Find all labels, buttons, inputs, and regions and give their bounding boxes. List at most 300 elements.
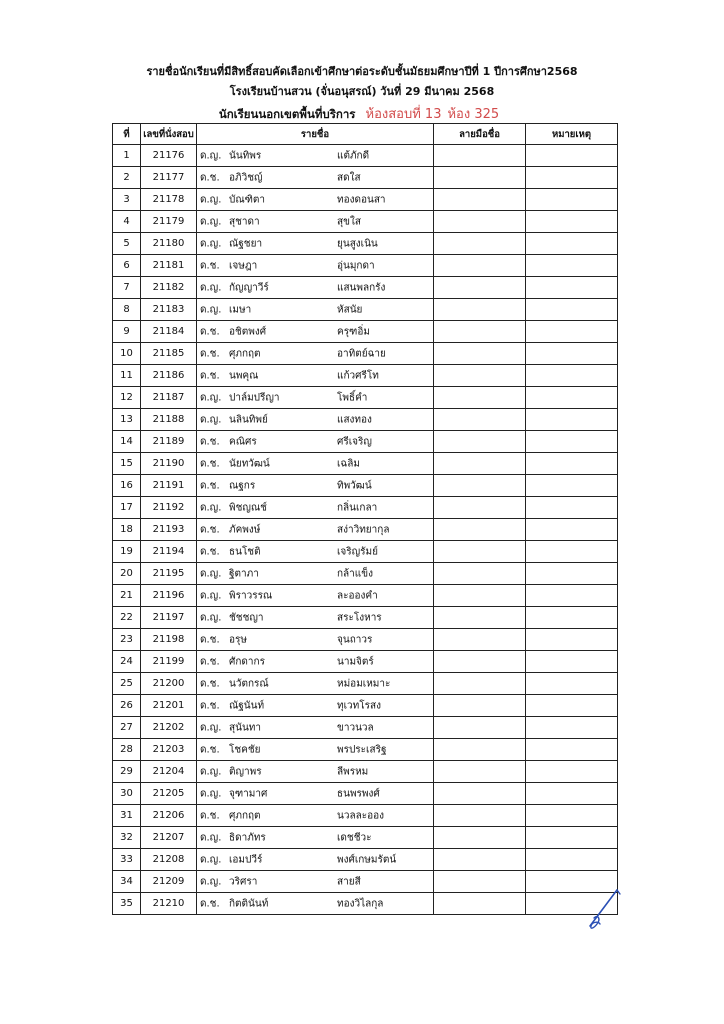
row-number: 30: [113, 783, 141, 805]
row-number: 28: [113, 739, 141, 761]
student-name: [197, 343, 434, 365]
row-number: 8: [113, 299, 141, 321]
student-name: [197, 277, 434, 299]
column-header-seat: เลขที่นั่งสอบ: [141, 124, 197, 145]
student-name: [197, 695, 434, 717]
signature-cell: [434, 255, 526, 277]
seat-number: 21208: [141, 849, 197, 871]
seat-number: 21178: [141, 189, 197, 211]
row-number: 16: [113, 475, 141, 497]
student-name: [197, 189, 434, 211]
name-title: ด.ช.: [200, 370, 220, 381]
signature-cell: [434, 189, 526, 211]
table-row: [113, 563, 618, 585]
seat-number: 21190: [141, 453, 197, 475]
first-name: สุนันทา: [229, 722, 261, 733]
row-number: 34: [113, 871, 141, 893]
last-name: กลิ่นเกลา: [337, 502, 378, 513]
seat-number: 21197: [141, 607, 197, 629]
document-title: รายชื่อนักเรียนที่มีสิทธิ์สอบคัดเลือกเข้าศึกษาต่อระดับชั้นมัธยมศึกษาปีที่ 1 ปีการศึกษา2568: [146, 65, 578, 78]
table-row: [113, 673, 618, 695]
remarks-cell: [526, 277, 618, 299]
table-row: [113, 761, 618, 783]
signature-cell: [434, 343, 526, 365]
table-row: [113, 277, 618, 299]
last-name: แต้ภักดี: [337, 150, 370, 161]
remarks-cell: [526, 717, 618, 739]
remarks-cell: [526, 805, 618, 827]
name-title: ด.ช.: [200, 700, 220, 711]
remarks-cell: [526, 695, 618, 717]
signature-cell: [434, 739, 526, 761]
remarks-cell: [526, 453, 618, 475]
name-title: ด.ญ.: [200, 722, 222, 733]
last-name: โพธิ์คำ: [337, 392, 368, 403]
last-name: อุ่นมุกดา: [337, 260, 375, 271]
first-name: วริศรา: [229, 876, 258, 887]
table-row: [113, 453, 618, 475]
signature-cell: [434, 475, 526, 497]
table-row: [113, 343, 618, 365]
seat-number: 21198: [141, 629, 197, 651]
remarks-cell: [526, 519, 618, 541]
row-number: 23: [113, 629, 141, 651]
last-name: จุนถาวร: [337, 634, 373, 645]
column-header-remarks: หมายเหตุ: [526, 124, 618, 145]
last-name: แสนพลกรัง: [337, 282, 386, 293]
student-roster-table: [112, 123, 618, 915]
signature-cell: [434, 453, 526, 475]
last-name: หม่อมเหมาะ: [337, 678, 391, 689]
student-name: [197, 739, 434, 761]
row-number: 7: [113, 277, 141, 299]
signature-cell: [434, 365, 526, 387]
student-name: [197, 761, 434, 783]
table-row: [113, 519, 618, 541]
row-number: 15: [113, 453, 141, 475]
name-title: ด.ญ.: [200, 590, 222, 601]
signature-cell: [434, 519, 526, 541]
remarks-cell: [526, 189, 618, 211]
row-number: 11: [113, 365, 141, 387]
last-name: ทิพวัฒน์: [337, 480, 372, 491]
row-number: 21: [113, 585, 141, 607]
seat-number: 21202: [141, 717, 197, 739]
last-name: ยุนสูงเนิน: [337, 238, 378, 249]
last-name: ครุฑอิ่ม: [337, 326, 370, 337]
column-header-no: ที่: [113, 124, 141, 145]
last-name: ลีพรหม: [337, 766, 369, 777]
last-name: นวลละออง: [337, 810, 384, 821]
row-number: 10: [113, 343, 141, 365]
signature-cell: [434, 387, 526, 409]
signature-cell: [434, 563, 526, 585]
name-title: ด.ญ.: [200, 788, 222, 799]
row-number: 18: [113, 519, 141, 541]
last-name: ธนพรพงศ์: [337, 788, 380, 799]
last-name: เดชชีวะ: [337, 832, 372, 843]
name-title: ด.ญ.: [200, 414, 222, 425]
student-name: [197, 387, 434, 409]
student-name: [197, 299, 434, 321]
column-header-name: รายชื่อ: [197, 124, 434, 145]
last-name: นามจิตร์: [337, 656, 374, 667]
row-number: 14: [113, 431, 141, 453]
signature-cell: [434, 321, 526, 343]
signature-cell: [434, 695, 526, 717]
signature-cell: [434, 431, 526, 453]
name-title: ด.ญ.: [200, 216, 222, 227]
student-name: [197, 519, 434, 541]
first-name: นวัตกรณ์: [229, 678, 269, 689]
row-number: 6: [113, 255, 141, 277]
table-row: [113, 585, 618, 607]
table-row: [113, 651, 618, 673]
name-title: ด.ญ.: [200, 392, 222, 403]
table-row: [113, 717, 618, 739]
seat-number: 21203: [141, 739, 197, 761]
first-name: นันทิพร: [229, 150, 262, 161]
table-row: [113, 409, 618, 431]
row-number: 35: [113, 893, 141, 915]
name-title: ด.ญ.: [200, 502, 222, 513]
seat-number: 21179: [141, 211, 197, 233]
first-name: สุชาดา: [229, 216, 260, 227]
student-name: [197, 585, 434, 607]
row-number: 9: [113, 321, 141, 343]
row-number: 27: [113, 717, 141, 739]
signature-cell: [434, 167, 526, 189]
first-name: ณฐกร: [229, 480, 256, 491]
signature-cell: [434, 585, 526, 607]
signature-cell: [434, 805, 526, 827]
signature-cell: [434, 871, 526, 893]
seat-number: 21187: [141, 387, 197, 409]
signature-cell: [434, 783, 526, 805]
signature-cell: [434, 717, 526, 739]
remarks-cell: [526, 255, 618, 277]
last-name: หัสนัย: [337, 304, 363, 315]
first-name: เมษา: [229, 304, 252, 315]
remarks-cell: [526, 563, 618, 585]
seat-number: 21191: [141, 475, 197, 497]
remarks-cell: [526, 387, 618, 409]
seat-number: 21201: [141, 695, 197, 717]
remarks-cell: [526, 497, 618, 519]
row-number: 29: [113, 761, 141, 783]
first-name: ศุภกฤต: [229, 810, 261, 821]
row-number: 17: [113, 497, 141, 519]
last-name: แก้วศรีโท: [337, 370, 379, 381]
seat-number: 21189: [141, 431, 197, 453]
name-title: ด.ญ.: [200, 282, 222, 293]
table-row: [113, 167, 618, 189]
last-name: แสงทอง: [337, 414, 372, 425]
row-number: 3: [113, 189, 141, 211]
table-row: [113, 541, 618, 563]
student-name: [197, 629, 434, 651]
student-name: [197, 871, 434, 893]
student-group-label: นักเรียนนอกเขตพื้นที่บริการ: [218, 107, 356, 121]
remarks-cell: [526, 783, 618, 805]
column-header-signature: ลายมือชื่อ: [434, 124, 526, 145]
signature-cell: [434, 497, 526, 519]
student-name: [197, 409, 434, 431]
name-title: ด.ช.: [200, 458, 220, 469]
last-name: ละอองคำ: [337, 590, 378, 601]
table-row: [113, 299, 618, 321]
seat-number: 21209: [141, 871, 197, 893]
table-row: [113, 321, 618, 343]
name-title: ด.ช.: [200, 480, 220, 491]
first-name: นัยทวัฒน์: [229, 458, 270, 469]
student-name: [197, 167, 434, 189]
last-name: ทองวิไลกุล: [337, 898, 384, 909]
first-name: ภัคพงษ์: [229, 524, 261, 535]
table-row: [113, 827, 618, 849]
last-name: ทุเวทโรสง: [337, 700, 381, 711]
table-row: [113, 145, 618, 167]
seat-number: 21205: [141, 783, 197, 805]
signature-cell: [434, 541, 526, 563]
remarks-cell: [526, 651, 618, 673]
name-title: ด.ช.: [200, 260, 220, 271]
table-row: [113, 255, 618, 277]
seat-number: 21186: [141, 365, 197, 387]
name-title: ด.ช.: [200, 656, 220, 667]
signature-cell: [434, 277, 526, 299]
student-name: [197, 717, 434, 739]
seat-number: 21184: [141, 321, 197, 343]
name-title: ด.ญ.: [200, 854, 222, 865]
remarks-cell: [526, 761, 618, 783]
last-name: สง่าวิทยากุล: [337, 524, 390, 535]
table-row: [113, 233, 618, 255]
first-name: พิราวรรณ: [229, 590, 273, 601]
first-name: ฐิตาภา: [229, 568, 259, 579]
first-name: ติญาพร: [229, 766, 262, 777]
student-name: [197, 783, 434, 805]
name-title: ด.ญ.: [200, 238, 222, 249]
student-name: [197, 893, 434, 915]
signature-cell: [434, 629, 526, 651]
first-name: ณัฐนันท์: [229, 700, 265, 711]
name-title: ด.ช.: [200, 524, 220, 535]
table-header-row: [113, 124, 618, 145]
table-row: [113, 365, 618, 387]
first-name: ปาล์มปรีญา: [229, 392, 280, 403]
row-number: 31: [113, 805, 141, 827]
table-row: [113, 497, 618, 519]
seat-number: 21183: [141, 299, 197, 321]
student-name: [197, 805, 434, 827]
row-number: 25: [113, 673, 141, 695]
student-name: [197, 211, 434, 233]
row-number: 32: [113, 827, 141, 849]
table-row: [113, 871, 618, 893]
last-name: สดใส: [337, 172, 361, 183]
row-number: 4: [113, 211, 141, 233]
seat-number: 21199: [141, 651, 197, 673]
seat-number: 21200: [141, 673, 197, 695]
signature-cell: [434, 651, 526, 673]
seat-number: 21192: [141, 497, 197, 519]
name-title: ด.ช.: [200, 634, 220, 645]
seat-number: 21180: [141, 233, 197, 255]
first-name: นพคุณ: [229, 370, 259, 381]
student-name: [197, 849, 434, 871]
student-group-line: [0, 103, 724, 124]
name-title: ด.ช.: [200, 348, 220, 359]
last-name: พรประเสริฐ: [337, 744, 387, 755]
student-name: [197, 475, 434, 497]
remarks-cell: [526, 607, 618, 629]
signature-cell: [434, 849, 526, 871]
first-name: อรุษ: [229, 634, 247, 645]
table-row: [113, 695, 618, 717]
seat-number: 21185: [141, 343, 197, 365]
signature-cell: [434, 409, 526, 431]
remarks-cell: [526, 409, 618, 431]
last-name: อาทิตย์ฉาย: [337, 348, 386, 359]
row-number: 5: [113, 233, 141, 255]
seat-number: 21210: [141, 893, 197, 915]
seat-number: 21193: [141, 519, 197, 541]
name-title: ด.ช.: [200, 744, 220, 755]
first-name: ธิดาภัทร: [229, 832, 266, 843]
signature-cell: [434, 211, 526, 233]
table-row: [113, 607, 618, 629]
row-number: 2: [113, 167, 141, 189]
seat-number: 21194: [141, 541, 197, 563]
student-name: [197, 497, 434, 519]
name-title: ด.ญ.: [200, 832, 222, 843]
remarks-cell: [526, 145, 618, 167]
first-name: ศักดากร: [229, 656, 265, 667]
table-row: [113, 189, 618, 211]
seat-number: 21206: [141, 805, 197, 827]
handwritten-signature: [584, 888, 624, 934]
room-info: [366, 107, 506, 122]
exam-room-label: ห้องสอบที่ 13: [365, 107, 442, 122]
name-title: ด.ช.: [200, 810, 220, 821]
first-name: พิชญณช์: [229, 502, 267, 513]
signature-cell: [434, 673, 526, 695]
student-name: [197, 607, 434, 629]
last-name: กล้าแข็ง: [337, 568, 373, 579]
school-and-date: โรงเรียนบ้านสวน (จั่นอนุสรณ์) วันที่ 29 มีนาคม 2568: [229, 85, 495, 98]
remarks-cell: [526, 541, 618, 563]
remarks-cell: [526, 321, 618, 343]
last-name: สระโงหาร: [337, 612, 382, 623]
name-title: ด.ช.: [200, 326, 220, 337]
student-name: [197, 321, 434, 343]
first-name: อภิวิชญ์: [229, 172, 263, 183]
last-name: ทองดอนสา: [337, 194, 386, 205]
seat-number: 21196: [141, 585, 197, 607]
row-number: 13: [113, 409, 141, 431]
name-title: ด.ช.: [200, 678, 220, 689]
table-row: [113, 431, 618, 453]
remarks-cell: [526, 211, 618, 233]
remarks-cell: [526, 299, 618, 321]
first-name: กัญญาวีร์: [229, 282, 269, 293]
remarks-cell: [526, 475, 618, 497]
signature-cell: [434, 299, 526, 321]
table-row: [113, 805, 618, 827]
table-row: [113, 739, 618, 761]
last-name: พงศ์เกษมรัตน์: [337, 854, 397, 865]
student-name: [197, 673, 434, 695]
table-row: [113, 475, 618, 497]
row-number: 24: [113, 651, 141, 673]
signature-cell: [434, 761, 526, 783]
remarks-cell: [526, 629, 618, 651]
first-name: เอมปวีร์: [229, 854, 263, 865]
table-row: [113, 893, 618, 915]
name-title: ด.ช.: [200, 172, 220, 183]
row-number: 22: [113, 607, 141, 629]
first-name: คณิศร: [229, 436, 257, 447]
signature-cell: [434, 145, 526, 167]
student-name: [197, 651, 434, 673]
seat-number: 21181: [141, 255, 197, 277]
remarks-cell: [526, 585, 618, 607]
first-name: เจษฎา: [229, 260, 258, 271]
student-name: [197, 827, 434, 849]
remarks-cell: [526, 233, 618, 255]
table-row: [113, 387, 618, 409]
signature-cell: [434, 233, 526, 255]
name-title: ด.ญ.: [200, 766, 222, 777]
remarks-cell: [526, 673, 618, 695]
student-name: [197, 255, 434, 277]
student-name: [197, 453, 434, 475]
name-title: ด.ญ.: [200, 568, 222, 579]
name-title: ด.ญ.: [200, 150, 222, 161]
first-name: กิตตินันท์: [229, 898, 269, 909]
remarks-cell: [526, 739, 618, 761]
first-name: อชิตพงศ์: [229, 326, 267, 337]
name-title: ด.ช.: [200, 898, 220, 909]
seat-number: 21188: [141, 409, 197, 431]
last-name: เจริญรัมย์: [337, 546, 378, 557]
first-name: ชัชชญา: [229, 612, 264, 623]
remarks-cell: [526, 365, 618, 387]
first-name: จุฑามาศ: [229, 788, 268, 799]
row-number: 19: [113, 541, 141, 563]
first-name: โชคชัย: [229, 744, 261, 755]
first-name: บัณฑิตา: [229, 194, 266, 205]
seat-number: 21207: [141, 827, 197, 849]
signature-cell: [434, 893, 526, 915]
row-number: 12: [113, 387, 141, 409]
table-row: [113, 211, 618, 233]
name-title: ด.ญ.: [200, 194, 222, 205]
last-name: สุขใส: [337, 216, 361, 227]
seat-number: 21204: [141, 761, 197, 783]
name-title: ด.ช.: [200, 436, 220, 447]
seat-number: 21195: [141, 563, 197, 585]
remarks-cell: [526, 167, 618, 189]
remarks-cell: [526, 849, 618, 871]
table-body: [113, 145, 618, 915]
name-title: ด.ญ.: [200, 612, 222, 623]
remarks-cell: [526, 431, 618, 453]
row-number: 33: [113, 849, 141, 871]
name-title: ด.ญ.: [200, 304, 222, 315]
first-name: ณัฐชยา: [229, 238, 263, 249]
